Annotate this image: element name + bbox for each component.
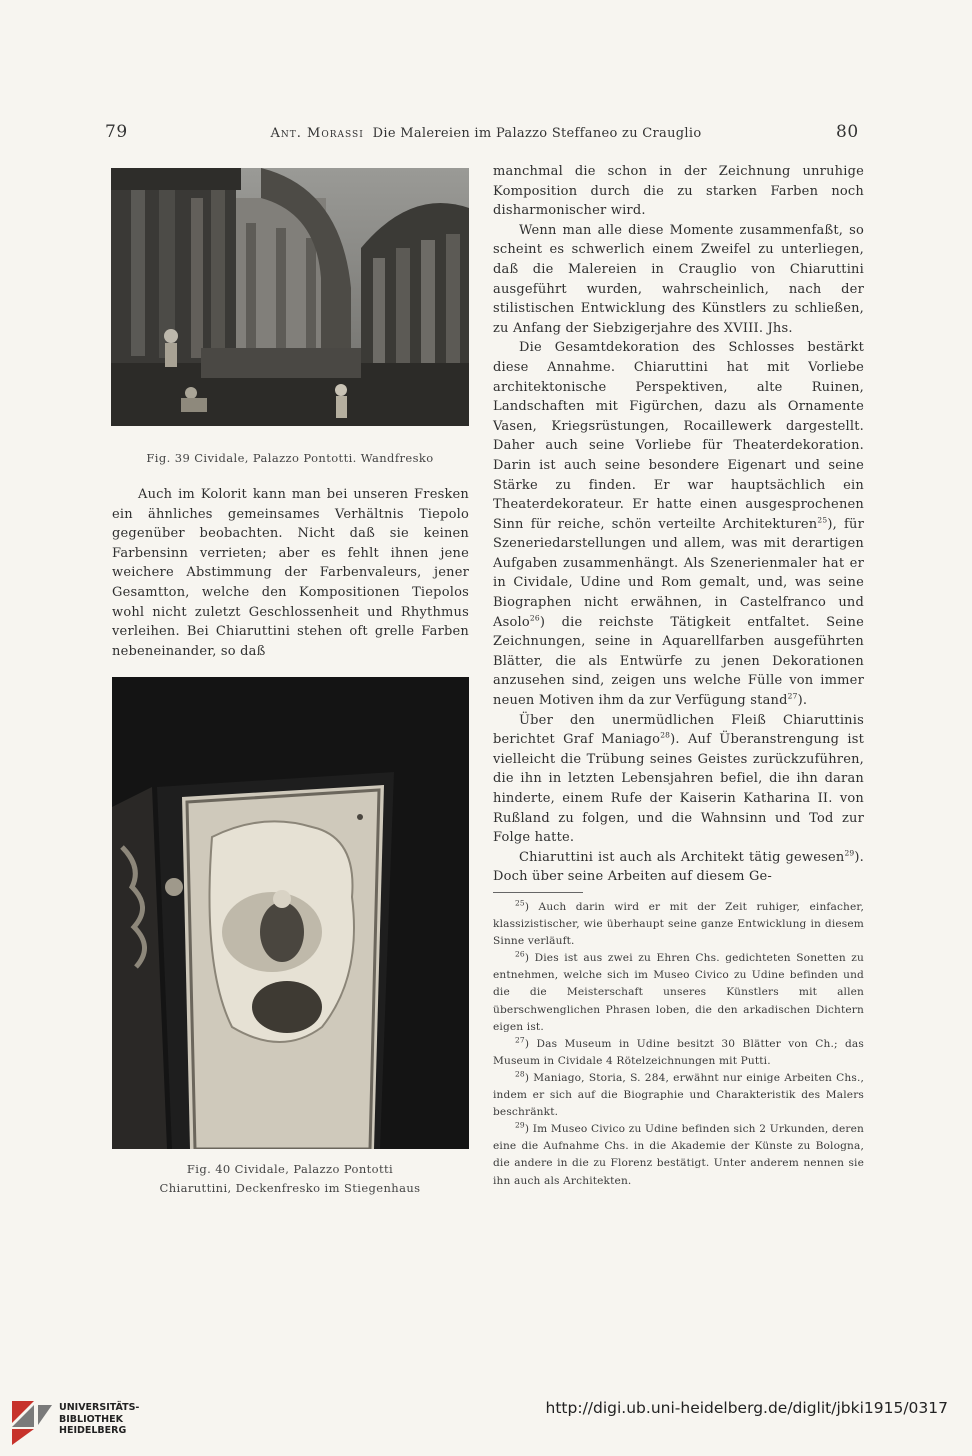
- right-paragraph-3-text-b: ), für Szeneriedarstellungen und allem, was mit derartigen Aufgaben zusammenhängt. Als Szenerienmaler hat er in Cividale, Udine und Rom gemalt, und, was seine Biographen nicht erwähnen, in Castelfranco und Asolo: [493, 516, 865, 630]
- library-name: [59, 1402, 139, 1437]
- ceiling-fresco-illustration: [112, 677, 469, 1149]
- right-paragraph-3: [493, 338, 864, 710]
- right-paragraph-2: Wenn man alle diese Momente zusammenfaßt, so scheint es schwerlich einem Zweifel zu unterliegen, daß die Malereien in Crauglio von Chiaruttini ausgeführt wurden, wahrscheinlich, nach der stilistischen Entwicklung des Künstlers zu schließen, zu Anfang der Siebzigerjahre des XVIII. Jhs.: [493, 222, 864, 336]
- digital-library-url-link[interactable]: http://digi.ub.uni-heidelberg.de/diglit/jbki1915/0317: [545, 1399, 948, 1417]
- right-paragraph-1: manchmal die schon in der Zeichnung unruhige Komposition durch die zu starken Farben noch disharmonischer wird.: [493, 164, 864, 219]
- footnote-text: ) Maniago, Storia, S. 284, erwähnt nur einige Arbeiten Chs., indem er sich auf die Biographie und Charakteristik des Malers beschränkt.: [493, 1071, 864, 1119]
- right-paragraph-3-text-d: ).: [797, 693, 808, 709]
- left-column-text: [112, 485, 469, 661]
- figure-40-caption-line-1: Fig. 40 Cividale, Palazzo Pontotti: [186, 1162, 394, 1176]
- figure-40-caption-line-2: Chiaruttini, Deckenfresko im Stiegenhaus: [159, 1181, 421, 1195]
- page-number-left: 79: [105, 122, 128, 142]
- footnote-ref-29: 29: [844, 848, 855, 858]
- running-head-title: Die Malereien im Palazzo Steffaneo zu Crauglio: [372, 126, 702, 141]
- footnote-number: 27: [515, 1035, 525, 1045]
- footnotes: [493, 899, 864, 1190]
- footnote-divider: [493, 892, 583, 893]
- right-paragraph-3-text-a: Die Gesamtdekoration des Schlosses bestärkt diese Annahme. Chiaruttini hat mit Vorliebe architektonische Perspektiven, alte Ruinen, Landschaften mit Figürchen, dazu als Ornamente Vasen, Kriegsrüstungen, Rocaillewerk dargestellt. Daher auch seine Vorliebe für Theaterdekoration. Darin ist auch seine besondere Eigenart und seine Stärke zu finden. Er war hauptsächlich ein Theaterdekorateur. Er hatte einen ausgesprochenen Sinn für reiche, schön verteilte Architekturen: [493, 340, 864, 532]
- figure-39-ruins-fresco: [111, 168, 469, 426]
- right-paragraph-3-text-c: ) die reichste Tätigkeit entfaltet. Seine Zeichnungen, seine in Aquarellfarben ausgeführten Blätter, die als Entwürfe zu jenen Dekorationen anzusehen sind, zeigen uns welche Fülle von immer neuen Motiven ihm da zur Verfügung stand: [493, 614, 864, 709]
- footnote-text: ) Auch darin wird er mit der Zeit ruhiger, einfacher, klassizistischer, wie überhaupt seine ganze Entwicklung in diesem Sinne verläuft.: [493, 901, 864, 948]
- ruins-illustration: [111, 168, 469, 426]
- library-name-line-2: BIBLIOTHEK: [59, 1413, 123, 1425]
- footnote-number: 29: [515, 1120, 525, 1130]
- right-paragraph-4-text-a: Über den unermüdlichen Fleiß Chiaruttinis berichtet Graf Maniago: [493, 712, 864, 748]
- running-head: [0, 126, 972, 141]
- figure-39-caption: Fig. 39 Cividale, Palazzo Pontotti. Wandfresko: [146, 451, 434, 465]
- footnote-number: 25: [515, 898, 525, 908]
- footnote-ref-26: 26: [529, 613, 540, 623]
- library-name-line-1: UNIVERSITÄTS-: [59, 1402, 140, 1413]
- footnote-ref-28: 28: [660, 730, 671, 740]
- footnote-25: [493, 899, 864, 950]
- footnote-ref-25: 25: [817, 515, 828, 525]
- right-paragraph-4-text-b: ). Auf Überanstrengung ist vielleicht die Trübung seines Geistes zurückzuführen, die ihn in letzten Lebensjahren befiel, die ihn daran hinderte, einem Rufe der Kaiserin Katharina II. von Rußland zu folgen, und die Wahnsinn und Tod zur Folge hatte.: [493, 732, 864, 846]
- running-head-author: Ant. Morassi: [270, 126, 364, 141]
- footnote-text: ) Im Museo Civico zu Udine befinden sich 2 Urkunden, deren eine die Aufnahme Chs. in die Akademie der Künste zu Bologna, die andere in die zu Florenz bestätigt. Unter anderem nennen sie ihn auch als Architekten.: [493, 1123, 864, 1187]
- footnote-29: [493, 1121, 864, 1189]
- figure-40-ceiling-fresco: [112, 677, 469, 1149]
- footnote-number: 26: [515, 949, 525, 959]
- footnote-ref-27: 27: [787, 691, 798, 701]
- page-number-right: 80: [836, 122, 859, 142]
- footnote-28: [493, 1070, 864, 1121]
- right-column-text: [493, 162, 864, 887]
- footnote-text: ) Dies ist aus zwei zu Ehren Chs. gedichteten Sonetten zu entnehmen, welche sich im Museo Civico zu Udine befinden und die die Meisterschaft unseres Künstlers mit allen überschwenglichen Phrasen loben, die den arkadischen Dichtern eigen ist.: [493, 952, 864, 1033]
- figure-40-caption: [111, 1160, 469, 1198]
- right-paragraph-5-text-a: Chiaruttini ist auch als Architekt tätig gewesen: [519, 849, 845, 865]
- footnote-text: ) Das Museum in Udine besitzt 30 Blätter von Ch.; das Museum in Cividale 4 Rötelzeichnungen mit Putti.: [493, 1037, 864, 1067]
- footnote-number: 28: [515, 1069, 525, 1079]
- footnote-26: [493, 950, 864, 1035]
- right-paragraph-5-text-b: ). Doch über seine Arbeiten auf diesem Ge-: [493, 849, 864, 885]
- left-paragraph-1: Auch im Kolorit kann man bei unseren Fresken ein ähnliches gemeinsames Verhältnis Tiepolo gegenüber beobachten. Nicht daß sie keinen Farbensinn verrieten; aber es fehlt ihnen jene weichere Abstimmung der Farbenvaleurs, jener Gesamtton, welche den Kompositionen Tiepolos wohl nicht zuletzt Geschlossenheit und Rhythmus verleihen. Bei Chiaruttini stehen oft grelle Farben nebeneinander, so daß: [112, 487, 469, 659]
- library-name-line-3: HEIDELBERG: [59, 1425, 127, 1436]
- footnote-27: [493, 1036, 864, 1070]
- right-paragraph-4: [493, 711, 864, 848]
- right-paragraph-5: [493, 848, 864, 887]
